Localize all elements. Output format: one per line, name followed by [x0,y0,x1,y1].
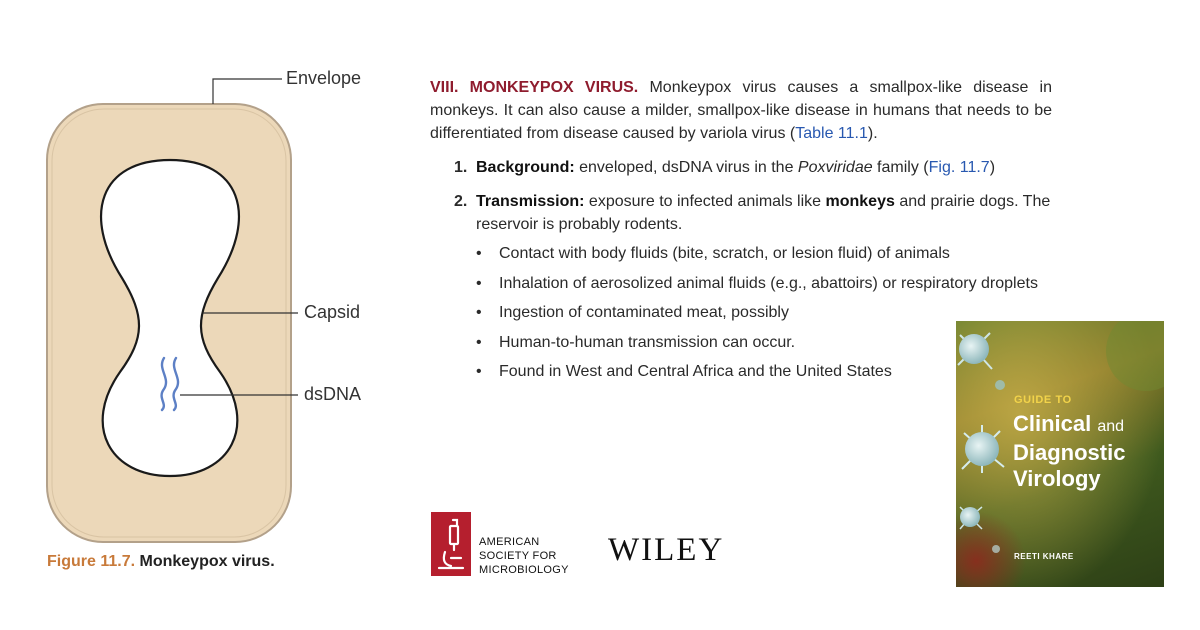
book-title-line: Diagnostic [1013,440,1126,465]
list-item: • Human-to-human transmission can occur. [476,331,1052,354]
wiley-logo: WILEY [608,532,725,568]
figure-caption [47,553,275,571]
asm-logo [431,512,471,576]
list-item: • Contact with body fluids (bite, scratch, or lesion fluid) of animals [476,242,1052,265]
list-item: • Found in West and Central Africa and the United States [476,360,1052,383]
section-intro [430,76,1052,145]
intro-text: Monkeypox virus causes a smallpox-like disease in monkeys. It can also cause a milder, smallpox-like disease in humans that needs to be differentiated from disease caused by variola virus ( [430,79,1053,142]
section-heading: VIII. MONKEYPOX VIRUS. [430,79,639,96]
item-end: ) [989,159,996,176]
asm-wordmark [479,535,569,577]
book-author: REETI KHARE [1014,552,1074,561]
figure-number: Figure 11.7. [47,553,136,570]
item-transmission [430,190,1052,236]
virus-particle [960,507,982,529]
item-label: Background: [476,159,575,176]
item-text-after: family ( [872,159,929,176]
microscope-icon [431,512,471,576]
item-italic: Poxviridae [797,159,873,176]
intro-end: ). [867,125,878,142]
asm-line: SOCIETY FOR [479,550,557,562]
item-number: 1. [454,159,468,176]
item-background [430,156,1052,179]
figure-title: Monkeypox virus. [139,553,275,570]
dsdna-label: dsDNA [304,384,362,404]
asm-line: AMERICAN [479,536,540,548]
table-link[interactable]: Table 11.1 [795,125,868,142]
book-title [1013,411,1125,492]
book-title-line: Virology [1013,466,1101,491]
list-item: • Ingestion of contaminated meat, possibly [476,301,1052,324]
item-text-after: and prairie dogs. The reservoir is probably rodents. [476,193,1051,233]
item-bold: monkeys [825,193,895,210]
item-number: 2. [454,193,468,210]
book-guide-to: GUIDE TO [1014,394,1072,406]
asm-line: MICROBIOLOGY [479,564,569,576]
book-title-line: Clinical [1013,411,1092,436]
book-cover[interactable] [956,321,1164,587]
book-title-and: and [1097,418,1125,435]
list-item: • Inhalation of aerosolized animal fluids (e.g., abattoirs) or respiratory droplets [476,272,1052,295]
item-text: enveloped, dsDNA virus in the [574,159,798,176]
capsid-label: Capsid [304,302,361,322]
figure-link[interactable]: Fig. 11.7 [928,159,990,176]
envelope-label: Envelope [286,68,362,88]
item-label: Transmission: [476,193,585,210]
item-text: exposure to infected animals like [584,193,826,210]
